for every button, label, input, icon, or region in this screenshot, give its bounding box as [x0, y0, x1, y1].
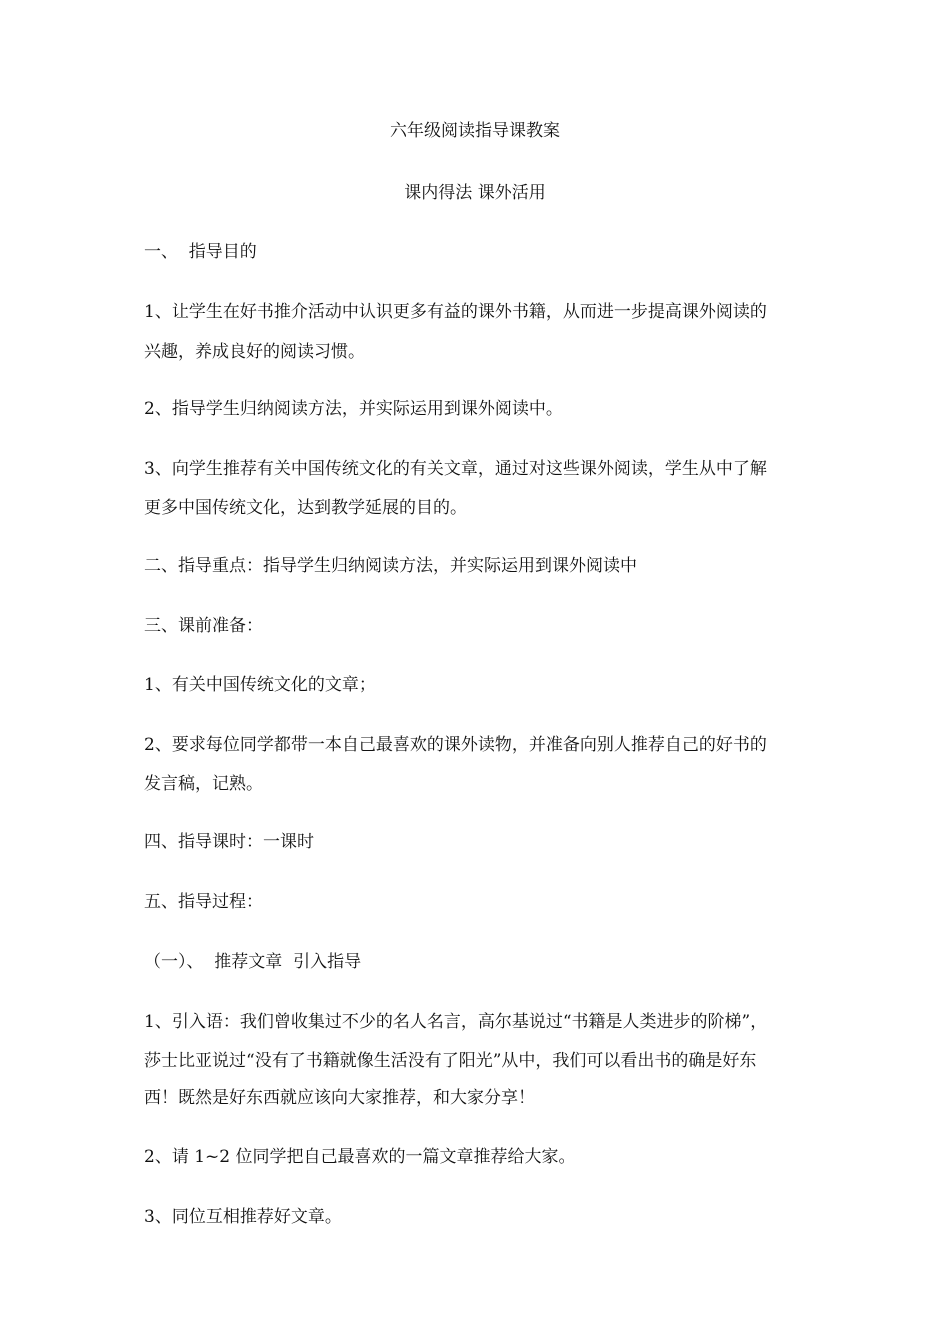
- section-heading-purpose: 一、 指导目的: [144, 242, 257, 262]
- text-line: 莎士比亚说过“没有了书籍就像生活没有了阳光”从中，我们可以看出书的确是好东: [144, 1051, 757, 1071]
- document-title: 六年级阅读指导课教案: [390, 121, 560, 141]
- section-heading-preparation: 三、课前准备：: [144, 616, 263, 636]
- text-line: 1、让学生在好书推介活动中认识更多有益的课外书籍，从而进一步提高课外阅读的: [144, 302, 767, 322]
- text-line: 2、要求每位同学都带一本自己最喜欢的课外读物，并准备向别人推荐自己的好书的: [144, 735, 767, 755]
- document-subtitle: 课内得法 课外活用: [404, 183, 546, 203]
- section-heading-process: 五、指导过程：: [144, 892, 263, 912]
- section-heading-focus: 二、指导重点：指导学生归纳阅读方法，并实际运用到课外阅读中: [144, 556, 637, 576]
- subsection-heading: （一）、 推荐文章 引入指导: [144, 952, 362, 972]
- text-line: 兴趣，养成良好的阅读习惯。: [144, 342, 365, 362]
- text-line: 3、同位互相推荐好文章。: [144, 1207, 342, 1227]
- text-line: 发言稿，记熟。: [144, 774, 263, 794]
- text-line: 1、引入语：我们曾收集过不少的名人名言，高尔基说过“书籍是人类进步的阶梯”，: [144, 1012, 768, 1032]
- text-line: 2、请 1~2 位同学把自己最喜欢的一篇文章推荐给大家。: [144, 1147, 576, 1167]
- text-line: 1、有关中国传统文化的文章；: [144, 675, 376, 695]
- text-line: 2、指导学生归纳阅读方法，并实际运用到课外阅读中。: [144, 399, 563, 419]
- text-line: 3、向学生推荐有关中国传统文化的有关文章，通过对这些课外阅读，学生从中了解: [144, 459, 767, 479]
- text-line: 更多中国传统文化，达到教学延展的目的。: [144, 498, 467, 518]
- section-heading-duration: 四、指导课时：一课时: [144, 832, 314, 852]
- text-line: 西！既然是好东西就应该向大家推荐，和大家分享！: [144, 1088, 535, 1108]
